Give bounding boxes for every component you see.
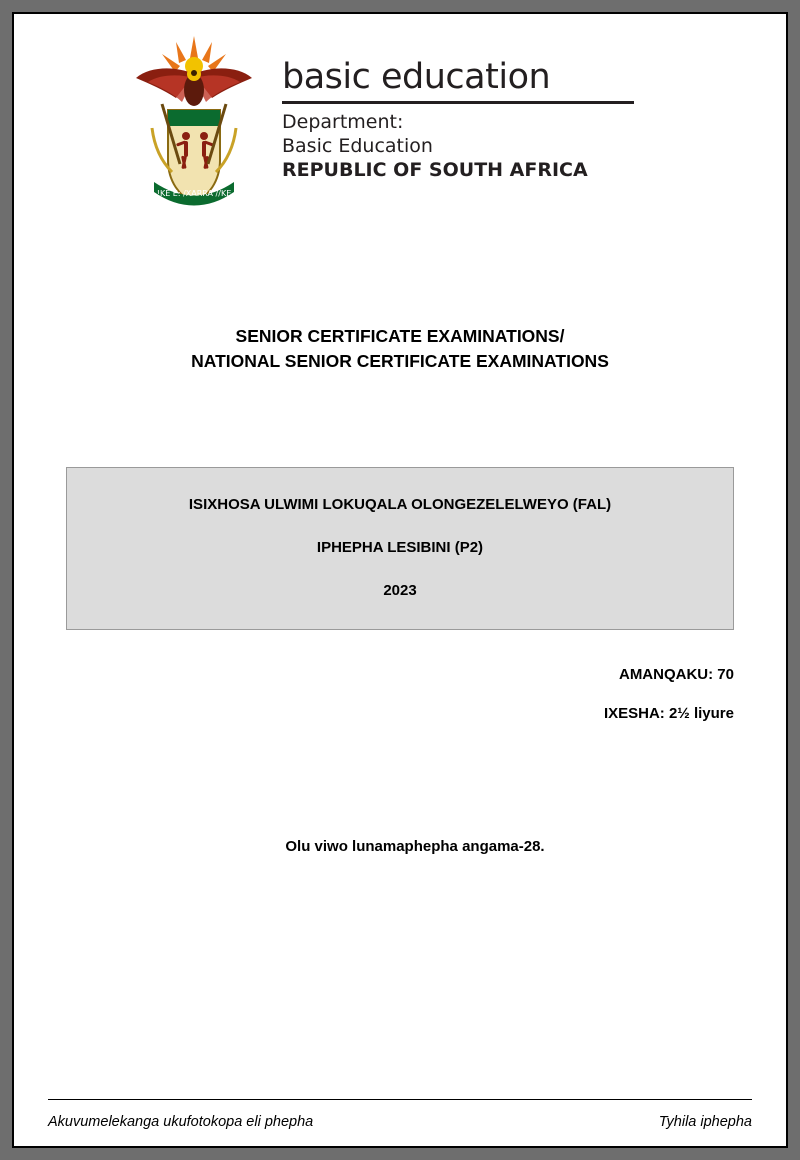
footer-divider: [48, 1099, 752, 1100]
document-header: [14, 14, 786, 212]
exam-meta: [14, 666, 734, 722]
south-africa-coat-of-arms-icon: [124, 32, 264, 212]
document-footer: [48, 1114, 752, 1130]
subject-box: [66, 467, 734, 630]
footer-turn-over-note: Tyhila iphepha: [658, 1114, 752, 1130]
brand-department-name: Basic Education: [282, 134, 433, 157]
subject-name: ISIXHOSA ULWIMI LOKUQALA OLONGEZELELWEYO (FAL): [188, 495, 612, 513]
page-count-note: Olu viwo lunamaphepha angama-28.: [285, 837, 545, 855]
brand-title: basic education: [282, 57, 551, 97]
exam-title: [14, 324, 786, 375]
exam-title-line-2: NATIONAL SENIOR CERTIFICATE EXAMINATIONS: [191, 351, 609, 372]
brand-department-label: Department:: [282, 111, 404, 133]
exam-duration: IXESHA: 2½ liyure: [603, 704, 734, 722]
total-marks: AMANQAKU: 70: [618, 665, 734, 683]
brand-divider: [282, 101, 634, 104]
exam-title-line-1: SENIOR CERTIFICATE EXAMINATIONS/: [235, 326, 565, 346]
paper-number: IPHEPHA LESIBINI (P2): [316, 538, 484, 556]
exam-year: 2023: [383, 581, 417, 599]
svg-text:!KE E: /XARRA //KE: !KE E: /XARRA //KE: [156, 189, 232, 198]
exam-paper-page: [12, 12, 788, 1148]
footer-copyright-note: Akuvumelekanga ukufotokopa eli phepha: [48, 1114, 314, 1130]
brand-block: [282, 32, 634, 182]
brand-country: REPUBLIC OF SOUTH AFRICA: [282, 158, 588, 181]
